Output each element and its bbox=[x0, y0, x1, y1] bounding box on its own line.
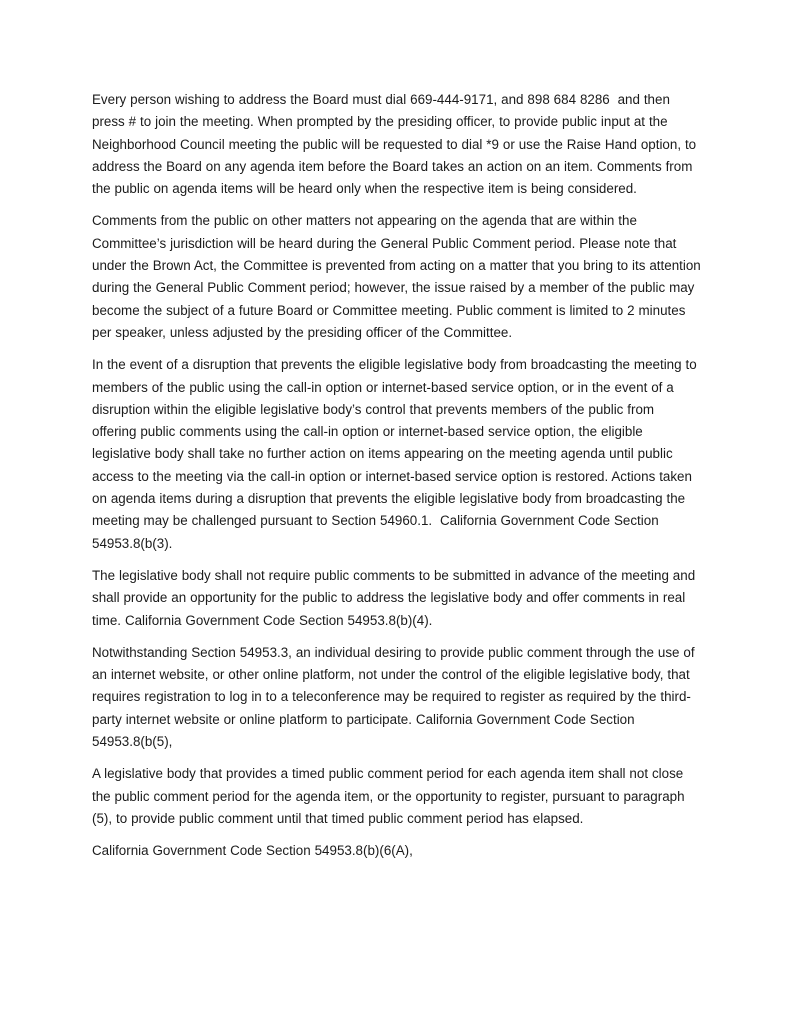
document-paragraph: The legislative body shall not require public comments to be submitted in advance of the meeting and shall provide an opportunity for the public to address the legislative body and offer comments in real time. California Government Code Section 54953.8(b)(4). bbox=[92, 567, 700, 628]
document-paragraph: A legislative body that provides a timed public comment period for each agenda item shall not close the public comment period for the agenda item, or the opportunity to register, pursuant to paragraph (5), to provide public comment until that timed public comment period has elapsed. bbox=[92, 766, 689, 826]
document-paragraph: In the event of a disruption that prevents the eligible legislative body from broadcasting the meeting to members of the public using the call-in option or internet-based service option, or in the event of a disruption within the eligible legislative body’s control that prevents members of the public from offering public comments using the call-in option or internet-based service option, the eligible legislative body shall take no further action on items appearing on the meeting agenda until public access to the meeting via the call-in option or internet-based service option is restored. Actions taken on agenda items during a disruption that prevents the eligible legislative body from broadcasting the meeting may be challenged pursuant to Section 54960.1. California Government Code Section 54953.8(b(3). bbox=[92, 357, 701, 551]
document-paragraph: Every person wishing to address the Board must dial 669-444-9171, and 898 684 8286 and then press # to join the meeting. When prompted by the presiding officer, to provide public input at the Neighborhood Council meeting the public will be requested to dial *9 or use the Raise Hand option, to address the Board on any agenda item before the Board takes an action on an item. Comments from the public on agenda items will be heard only when the respective item is being considered. bbox=[92, 92, 701, 197]
document-paragraph: Comments from the public on other matters not appearing on the agenda that are within the Committee’s jurisdiction will be heard during the General Public Comment period. Please note that under the Brown Act, the Committee is prevented from acting on a matter that you bring to its attention during the General Public Comment period; however, the issue raised by a member of the public may become the subject of a future Board or Committee meeting. Public comment is limited to 2 minutes per speaker, unless adjusted by the presiding officer of the Committee. bbox=[92, 213, 705, 340]
document-body bbox=[92, 89, 705, 873]
document-paragraph: California Government Code Section 54953.8(b)(6(A), bbox=[92, 843, 413, 859]
document-paragraph: Notwithstanding Section 54953.3, an individual desiring to provide public comment through the use of an internet website, or other online platform, not under the control of the eligible legislative body, that requires registration to log in to a teleconference may be required to register as required by the third-party internet website or online platform to participate. California Government Code Section 54953.8(b(5), bbox=[92, 644, 699, 750]
